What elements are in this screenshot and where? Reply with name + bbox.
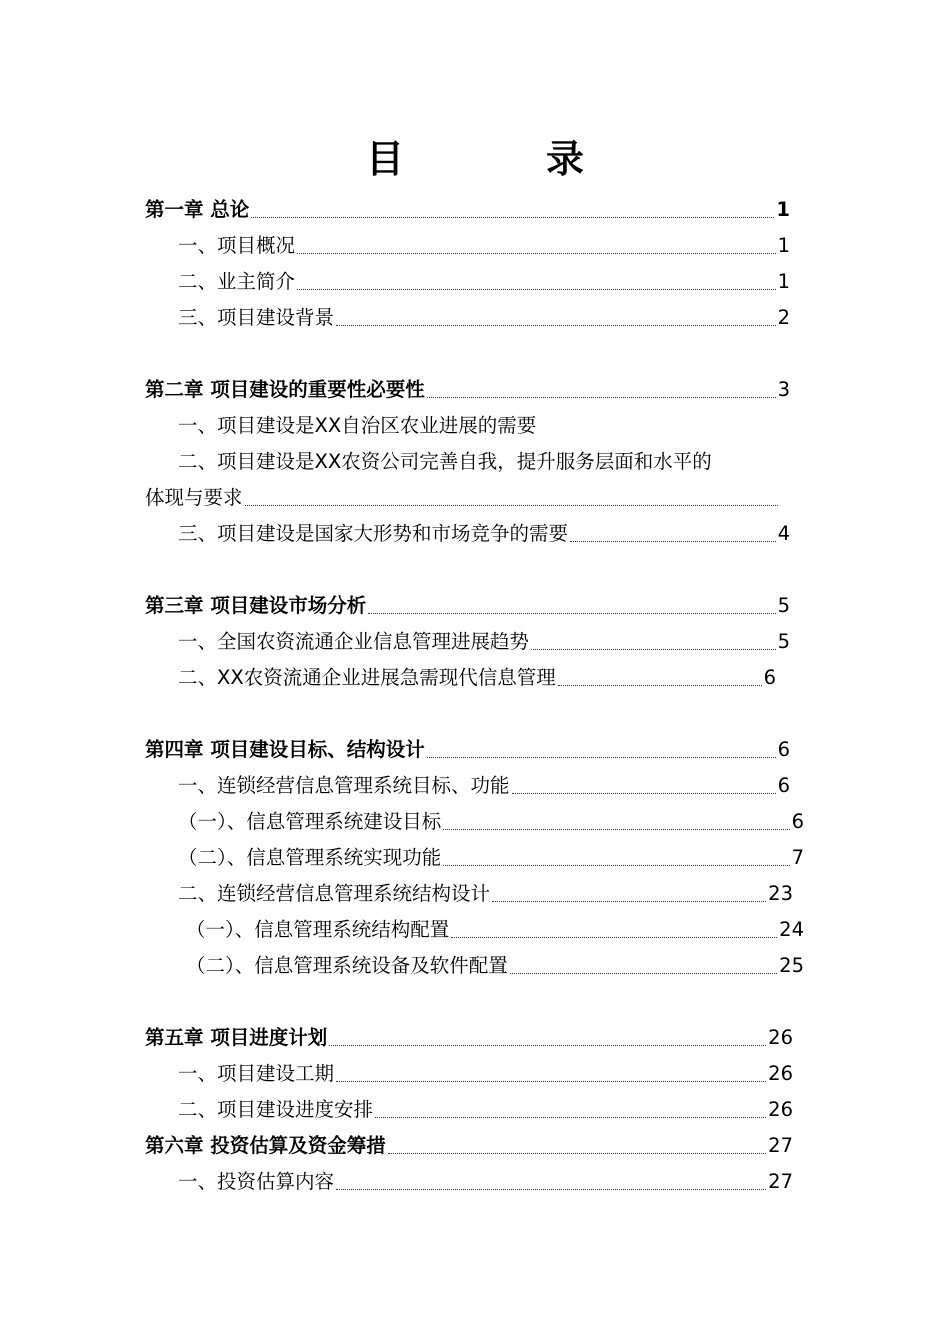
toc-page-number: 24	[779, 918, 804, 941]
dot-leader	[492, 900, 766, 902]
dot-leader	[427, 756, 776, 758]
dot-leader	[451, 936, 777, 938]
dot-leader	[368, 612, 775, 614]
toc-entry[interactable]	[178, 300, 790, 332]
toc-entry[interactable]	[178, 516, 790, 548]
toc-entry[interactable]	[178, 444, 808, 476]
toc-entry-text: （二）、信息管理系统设备及软件配置	[186, 954, 508, 977]
toc-page-number: 27	[768, 1170, 793, 1193]
toc-entry-text: 第四章 项目建设目标、结构设计	[145, 738, 425, 761]
toc-page-number: 7	[791, 846, 804, 869]
toc-entry-text: （一）、信息管理系统结构配置	[186, 918, 450, 941]
toc-entry-text: 第二章 项目建设的重要性必要性	[145, 378, 425, 401]
toc-page-number: 25	[779, 954, 804, 977]
dot-leader	[245, 504, 778, 506]
dot-leader	[297, 252, 776, 254]
dot-leader	[297, 288, 776, 290]
toc-page-number: 27	[768, 1134, 793, 1157]
dot-leader	[427, 396, 776, 398]
toc-entry[interactable]	[178, 768, 790, 800]
toc-entry-text: （二）、信息管理系统实现功能	[178, 846, 442, 869]
toc-page-number: 1	[776, 198, 790, 221]
dot-leader	[512, 792, 776, 794]
toc-page-number: 6	[791, 810, 804, 833]
toc-entry[interactable]	[178, 264, 790, 296]
toc-entry[interactable]	[178, 228, 790, 260]
toc-entry[interactable]	[145, 732, 790, 764]
toc-entry[interactable]	[145, 1128, 793, 1160]
toc-title: 目 录	[365, 137, 636, 181]
toc-entry-text: 二、项目建设是XX农资公司完善自我，提升服务层面和水平的	[178, 450, 712, 473]
toc-entry[interactable]	[178, 876, 793, 908]
dot-leader	[336, 1188, 766, 1190]
toc-page-number: 6	[763, 666, 776, 689]
toc-entry-text: 第五章 项目进度计划	[145, 1026, 328, 1049]
toc-page-number: 6	[777, 774, 790, 797]
toc-entry[interactable]	[178, 1164, 793, 1196]
toc-entry-text: 一、连锁经营信息管理系统目标、功能	[178, 774, 510, 797]
toc-page-number: 6	[777, 738, 790, 761]
dot-leader	[570, 540, 776, 542]
toc-entry[interactable]	[145, 588, 790, 620]
toc-entry-text: 体现与要求	[145, 486, 243, 509]
toc-page-number: 26	[768, 1098, 793, 1121]
dot-leader	[336, 324, 776, 326]
dot-leader	[443, 828, 789, 830]
toc-entry[interactable]	[178, 660, 776, 692]
dot-leader	[388, 1152, 766, 1154]
toc-page-number: 5	[777, 630, 790, 653]
toc-entry-text: 一、项目建设是XX自治区农业进展的需要	[178, 414, 537, 437]
toc-entry-text: 第三章 项目建设市场分析	[145, 594, 367, 617]
toc-entry[interactable]	[145, 192, 790, 224]
toc-entry[interactable]	[186, 948, 804, 980]
toc-entry-text: 一、全国农资流通企业信息管理进展趋势	[178, 630, 530, 653]
toc-entry[interactable]	[178, 624, 790, 656]
toc-entry[interactable]	[178, 408, 790, 440]
toc-page-number: 3	[777, 378, 790, 401]
dot-leader	[558, 684, 762, 686]
dot-leader	[443, 864, 789, 866]
toc-entry-text: （一）、信息管理系统建设目标	[178, 810, 442, 833]
toc-entry-text: 一、项目建设工期	[178, 1062, 335, 1085]
toc-page-number: 2	[777, 306, 790, 329]
toc-page-number: 5	[777, 594, 790, 617]
toc-page-number: 4	[777, 522, 790, 545]
toc-page-number: 1	[777, 234, 790, 257]
toc-entry-text: 二、连锁经营信息管理系统结构设计	[178, 882, 491, 905]
toc-page-number: 26	[768, 1026, 793, 1049]
toc-entry[interactable]	[145, 1020, 793, 1052]
toc-page-number: 26	[768, 1062, 793, 1085]
dot-leader	[375, 1116, 766, 1118]
dot-leader	[329, 1044, 766, 1046]
toc-entry[interactable]	[145, 480, 780, 512]
toc-entry[interactable]	[145, 372, 790, 404]
toc-entry[interactable]	[178, 1056, 793, 1088]
dot-leader	[336, 1080, 766, 1082]
toc-entry-text: 一、投资估算内容	[178, 1170, 335, 1193]
toc-entry[interactable]	[178, 1092, 793, 1124]
dot-leader	[531, 648, 776, 650]
toc-entry-text: 第一章 总论	[145, 198, 250, 221]
toc-entry-text: 三、项目建设是国家大形势和市场竞争的需要	[178, 522, 569, 545]
dot-leader	[510, 972, 777, 974]
toc-entry[interactable]	[178, 840, 804, 872]
dot-leader	[251, 216, 774, 218]
toc-entry-text: 二、业主简介	[178, 270, 296, 293]
toc-entry-text: 三、项目建设背景	[178, 306, 335, 329]
toc-entry-text: 一、项目概况	[178, 234, 296, 257]
toc-page-number: 23	[768, 882, 793, 905]
toc-entry-text: 二、项目建设进度安排	[178, 1098, 374, 1121]
toc-entry[interactable]	[178, 804, 804, 836]
toc-entry-text: 二、XX农资流通企业进展急需现代信息管理	[178, 666, 556, 689]
toc-entry[interactable]	[186, 912, 804, 944]
toc-entry-text: 第六章 投资估算及资金筹措	[145, 1134, 386, 1157]
toc-page-number: 1	[777, 270, 790, 293]
